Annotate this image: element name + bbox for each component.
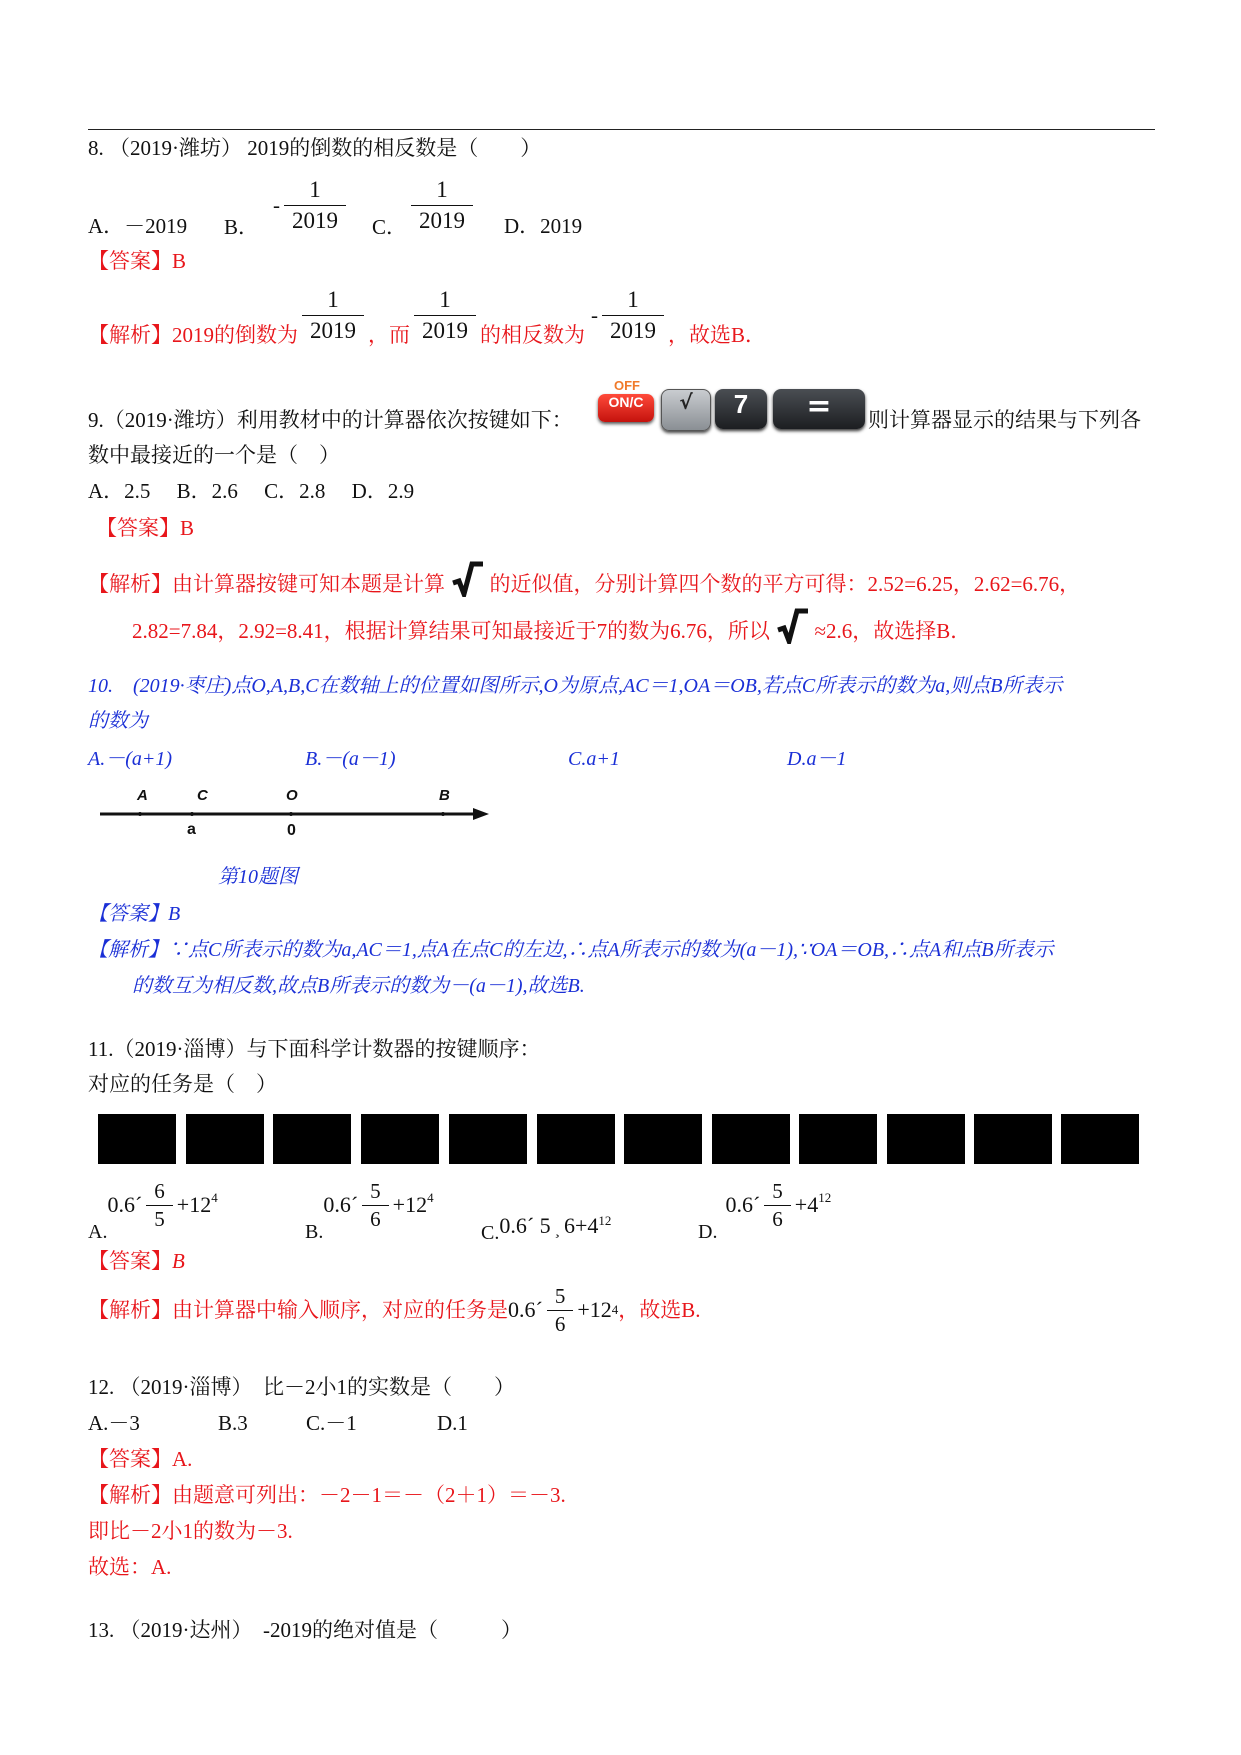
q8-analysis-sign: -	[591, 303, 598, 327]
q8-analysis-fraction-1: $\frac{1}{2019}$	[302, 287, 364, 344]
q12-answer: 【答案】A.	[88, 1447, 193, 1471]
q11-analysis-post: +12	[577, 1297, 612, 1322]
q11-stem-2: 对应的任务是（ ）	[88, 1072, 277, 1096]
axis-value-0: 0	[287, 822, 296, 839]
q11-option-b-exp: 4	[427, 1189, 434, 1205]
calc-key-2	[186, 1114, 264, 1164]
calc-key-8	[712, 1114, 790, 1164]
q10-option-a: A.－(a+1)	[88, 748, 173, 770]
calc-key-6	[537, 1114, 615, 1164]
q11-option-b	[305, 1175, 434, 1241]
q8-option-c-label: C．	[372, 215, 408, 239]
q12-option-b: B.3	[218, 1411, 248, 1435]
q12-option-d: D.1	[437, 1411, 468, 1435]
q11-option-c-divide: ¸	[554, 1221, 560, 1238]
calc-key-12	[1061, 1114, 1139, 1164]
q8-analysis-text-1: 【解析】2019的倒数为	[88, 323, 298, 347]
q11-option-d-fraction: $\frac{5}{6}$	[764, 1180, 791, 1231]
q9-analysis-text-1: 【解析】由计算器按键可知本题是计算	[88, 572, 445, 596]
q10-option-c: C.a+1	[568, 748, 620, 770]
q11-option-c-label: C.	[481, 1222, 500, 1244]
calc-key-1	[98, 1114, 176, 1164]
calc-key-4	[361, 1114, 439, 1164]
axis-label-c: C	[197, 787, 208, 804]
axis-label-a: A	[137, 787, 148, 804]
q10-option-b: B.－(a－1)	[305, 748, 396, 770]
sqrt-key-icon: √	[661, 389, 711, 431]
q8-option-b	[224, 168, 350, 242]
q11-option-d	[698, 1175, 831, 1241]
q9-analysis-line-1	[88, 561, 1080, 599]
q11-option-d-pre: 0.6´	[725, 1192, 761, 1217]
q8-analysis-text-2: ，而	[368, 323, 410, 347]
q9-stem-3: 数中最接近的一个是（ ）	[88, 443, 340, 467]
q11-option-b-pre: 0.6´	[323, 1192, 359, 1217]
q9-options: A．2.5 B．2.6 C．2.8 D．2.9	[88, 479, 415, 503]
q8-stem: 8. （2019·潍坊） 2019的倒数的相反数是（ ）	[88, 136, 542, 160]
q9-stem-2: 则计算器显示的结果与下列各	[868, 408, 1141, 432]
q8-option-b-sign: -	[273, 193, 281, 217]
q8-analysis	[88, 280, 766, 350]
axis-label-b: B	[439, 787, 450, 804]
q12-analysis-3: 故选：A.	[88, 1555, 172, 1579]
q9-answer: 【答案】B	[96, 516, 195, 540]
q11-analysis	[88, 1278, 701, 1342]
q11-option-c-pre: 0.6´ 5	[499, 1213, 551, 1238]
q12-option-c: C.－1	[306, 1411, 357, 1435]
q11-analysis-fraction: $\frac{5}{6}$	[547, 1285, 574, 1336]
q8-analysis-text-3: 的相反数为	[480, 323, 585, 347]
q12-analysis-2: 即比－2小1的数为－3.	[88, 1519, 293, 1543]
axis-value-a: a	[187, 821, 196, 838]
q11-option-a-post: +12	[176, 1192, 212, 1217]
number-line-figure	[95, 785, 495, 845]
q12-stem: 12. （2019·淄博） 比－2小1的实数是（ ）	[88, 1375, 515, 1399]
q10-stem-2: 的数为	[88, 710, 148, 732]
q12-option-a: A.－3	[88, 1411, 140, 1435]
q11-option-a-fraction: $\frac{6}{5}$	[146, 1180, 173, 1231]
q10-option-d: D.a－1	[787, 748, 847, 770]
calc-key-10	[887, 1114, 965, 1164]
q11-stem-1: 11.（2019·淄博）与下面科学计数器的按键顺序：	[88, 1037, 541, 1061]
q10-analysis-2: 的数互为相反数,故点B所表示的数为－(a－1),故选B.	[132, 975, 585, 997]
q8-option-c	[372, 168, 477, 242]
q10-answer: 【答案】B	[88, 903, 181, 925]
q10-figure-caption: 第10题图	[218, 866, 298, 888]
q9-analysis-text-2: 的近似值，分别计算四个数的平方可得：2.52=6.25，2.62=6.76，	[489, 572, 1081, 596]
q9-analysis-line-2	[132, 608, 971, 646]
equals-key-icon: =	[773, 389, 865, 429]
calc-key-5	[449, 1114, 527, 1164]
q12-analysis-1: 【解析】由题意可列出：－2－1＝－（2＋1）＝－3.	[88, 1483, 566, 1507]
q8-analysis-fraction-2: $\frac{1}{2019}$	[414, 287, 476, 344]
q10-stem-1: 10. (2019·枣庄)点O,A,B,C在数轴上的位置如图所示,O为原点,AC＝1,OA＝OB,若点C所表示的数为a,则点B所表示	[88, 675, 1063, 697]
q11-option-c-exp: 12	[598, 1213, 612, 1228]
calc-key-7	[624, 1114, 702, 1164]
q9-stem-1: 9.（2019·潍坊）利用教材中的计算器依次按键如下：	[88, 408, 573, 432]
q8-option-c-fraction: $\frac{1}{2019}$	[411, 177, 473, 234]
q11-analysis-pre: 0.6´	[508, 1297, 543, 1322]
q11-option-d-label: D.	[698, 1220, 718, 1243]
q9-analysis-text-3: 2.82=7.84，2.92=8.41，根据计算结果可知最接近于7的数为6.76，所以	[132, 619, 770, 643]
q11-option-b-label: B.	[305, 1220, 324, 1243]
axis-label-o: O	[286, 787, 298, 804]
q8-option-b-fraction: $\frac{1}{2019}$	[284, 177, 346, 234]
q8-answer: 【答案】B	[88, 249, 187, 273]
q8-option-d: D．2019	[504, 214, 583, 238]
q11-option-c	[481, 1195, 611, 1245]
q9-analysis-text-4: ≈2.6，故选择B．	[814, 619, 972, 643]
q11-analysis-exp: 4	[611, 1301, 619, 1317]
q11-option-a-exp: 4	[211, 1189, 218, 1205]
q13-stem: 13. （2019·达州） -2019的绝对值是（ ）	[88, 1618, 522, 1642]
q11-analysis-text-2: ，故选B.	[618, 1298, 701, 1322]
q11-option-c-post: 6+4	[564, 1213, 599, 1238]
q8-option-b-label: B．	[224, 215, 260, 239]
q8-analysis-fraction-3: $\frac{1}{2019}$	[602, 287, 664, 344]
header-rule	[88, 129, 1155, 130]
q11-answer: 【答案】B	[88, 1249, 185, 1273]
q11-option-b-fraction: $\frac{5}{6}$	[362, 1180, 389, 1231]
q11-option-d-post: +4	[794, 1192, 819, 1217]
seven-key-icon: 7	[715, 389, 767, 429]
q8-analysis-text-4: ，故选B．	[668, 323, 767, 347]
sqrt-7-icon-2	[775, 608, 809, 644]
q10-analysis-1: 【解析】∵点C所表示的数为a,AC＝1,点A在点C的左边,∴点A所表示的数为(a－1),∵OA＝OB,∴点A和点B所表示	[88, 939, 1054, 961]
q11-option-b-post: +12	[392, 1192, 428, 1217]
q11-option-a-pre: 0.6´	[107, 1192, 143, 1217]
on-off-key-icon: OFF ON/C	[596, 380, 656, 426]
calc-key-11	[974, 1114, 1052, 1164]
q8-option-a: A．－2019	[88, 214, 188, 238]
q11-option-a	[88, 1175, 218, 1241]
sqrt-7-icon	[450, 561, 484, 597]
calc-key-3	[273, 1114, 351, 1164]
calc-key-9	[799, 1114, 877, 1164]
q11-analysis-text-1: 【解析】由计算器中输入顺序，对应的任务是	[88, 1298, 508, 1322]
q11-option-d-exp: 12	[818, 1189, 832, 1205]
q11-option-a-label: A.	[88, 1220, 108, 1243]
